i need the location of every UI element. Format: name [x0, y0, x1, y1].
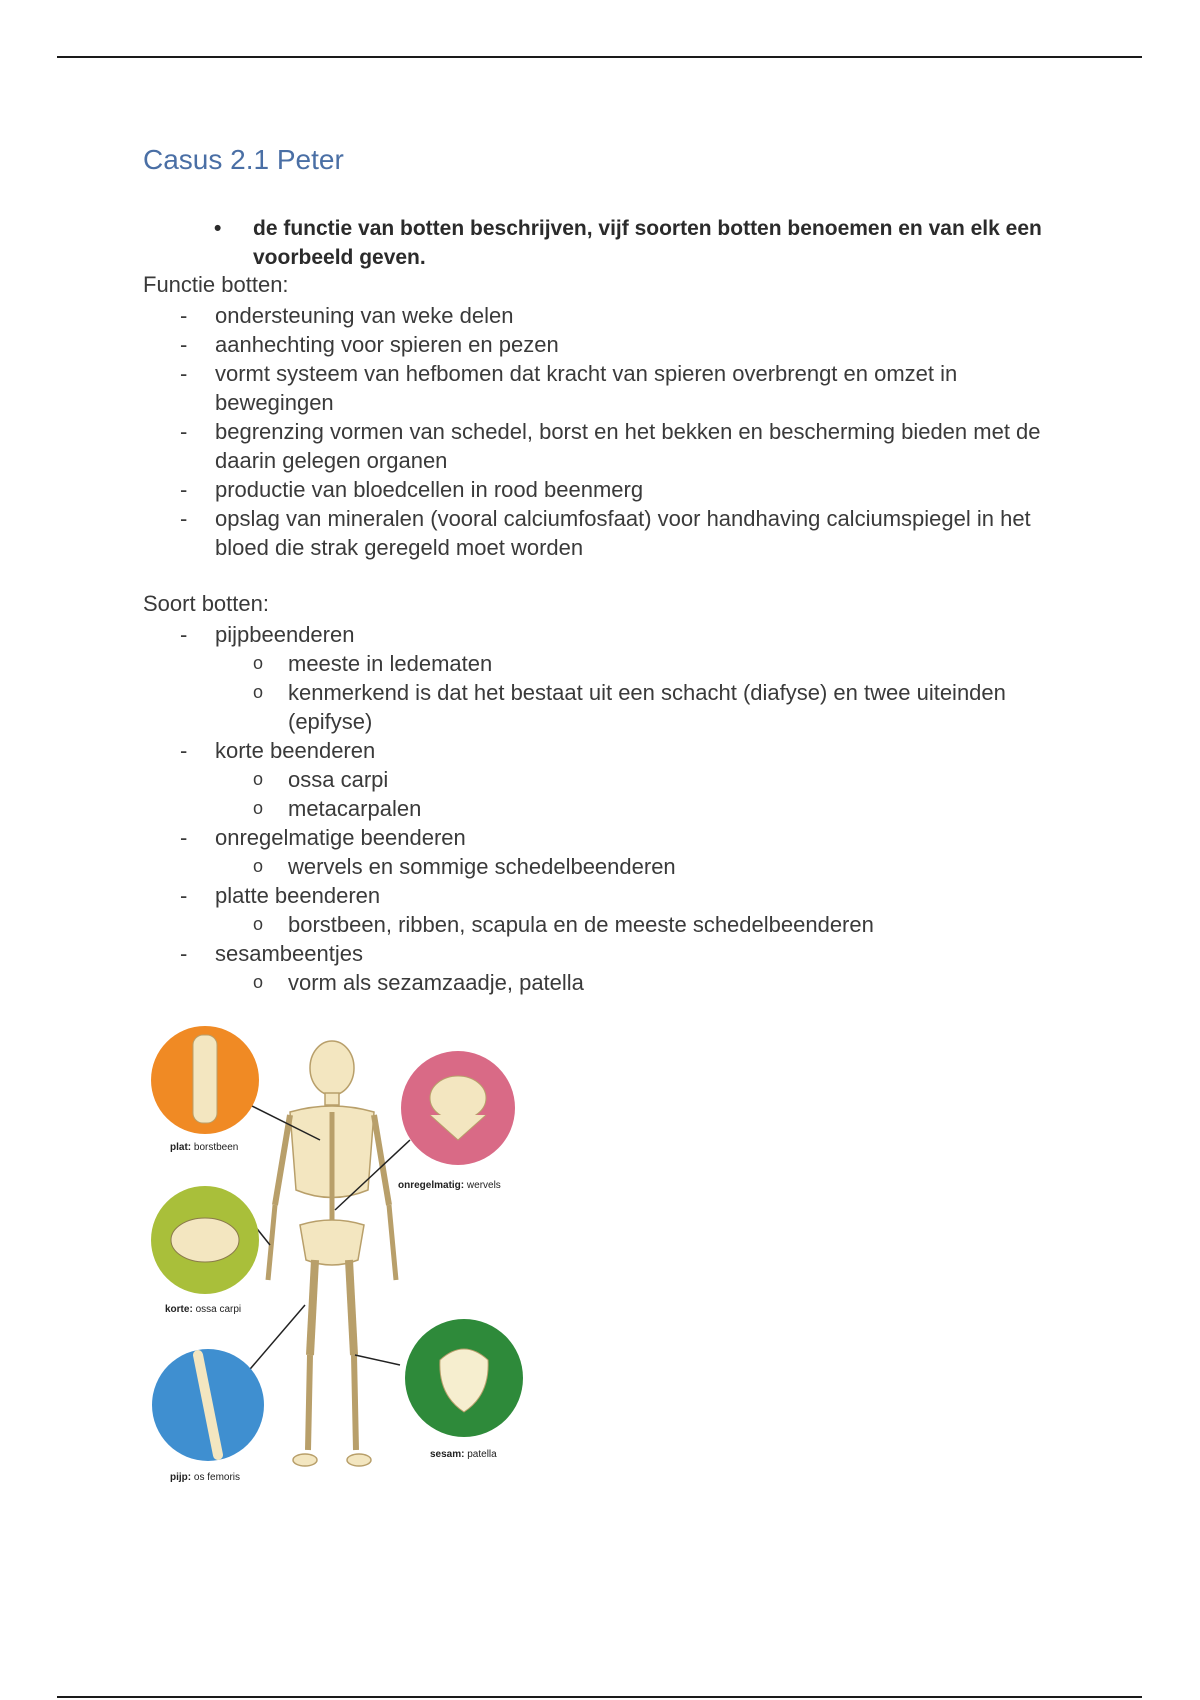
pijp-callout: [152, 1349, 264, 1483]
bone-types-figure: [140, 1020, 540, 1490]
dash: -: [180, 419, 188, 444]
plat-label: plat: borstbeen: [170, 1142, 239, 1153]
sub-item: o kenmerkend is dat het bestaat uit een schacht (diafyse) en twee uiteinden (epifyse): [253, 680, 1006, 734]
functie-heading: Functie botten:: [143, 272, 289, 297]
functie-list: [0, 301, 1100, 562]
learning-objective: [214, 214, 1074, 272]
dash: -: [180, 332, 188, 357]
bone-type-item: - sesambeentjes: [180, 941, 363, 966]
list-item: - opslag van mineralen (vooral calciumfosfaat) voor handhaving calciumspiegel in het bloed die strak geregeld moet worden: [180, 506, 1031, 560]
dash: -: [180, 506, 188, 531]
list-item: - begrenzing vormen van schedel, borst en het bekken en bescherming bieden met de daarin gelegen organen: [180, 419, 1041, 473]
sub-item: o meeste in ledematen: [253, 651, 493, 676]
kort-label: korte: ossa carpi: [165, 1304, 242, 1315]
soort-list: [0, 620, 1100, 997]
sub-item: o wervels en sommige schedelbeenderen: [253, 854, 676, 879]
sub-item: o borstbeen, ribben, scapula en de meeste schedelbeenderen: [253, 912, 874, 937]
sub-item: o ossa carpi: [253, 767, 389, 792]
bone-type-item: - platte beenderen: [180, 883, 381, 908]
soort-heading: Soort botten:: [143, 591, 269, 616]
bone-type-item: - pijpbeenderen: [180, 622, 355, 647]
bottom-rule: [57, 1696, 1142, 1698]
dash: -: [180, 303, 188, 328]
objective-bullet: •: [214, 217, 222, 240]
plat-callout: [151, 1026, 259, 1153]
list-item: - vormt systeem van hefbomen dat kracht van spieren overbrengt en omzet in bewegingen: [180, 361, 958, 415]
skeleton-illustration: [268, 1041, 396, 1466]
dash: -: [180, 361, 188, 386]
sesam-callout: [405, 1319, 523, 1460]
kort-callout: [151, 1186, 259, 1315]
bone-type-item: - korte beenderen: [180, 738, 376, 763]
top-rule: [57, 56, 1142, 58]
objective-text: de functie van botten beschrijven, vijf soorten botten benoemen en van elk een voorbeeld geven.: [253, 217, 1042, 269]
page-title: Casus 2.1 Peter: [143, 144, 344, 175]
sesam-label: sesam: patella: [430, 1449, 497, 1460]
pijp-label: pijp: os femoris: [170, 1472, 241, 1483]
sub-item: o vorm als sezamzaadje, patella: [253, 970, 584, 995]
list-item: - aanhechting voor spieren en pezen: [180, 332, 559, 357]
onregelmatig-label: onregelmatig: wervels: [398, 1180, 501, 1191]
onregelmatig-callout: [398, 1051, 515, 1191]
bone-type-item: - onregelmatige beenderen: [180, 825, 466, 850]
list-item: - ondersteuning van weke delen: [180, 303, 514, 328]
dash: -: [180, 477, 188, 502]
sub-item: o metacarpalen: [253, 796, 422, 821]
list-item: - productie van bloedcellen in rood beenmerg: [180, 477, 644, 502]
